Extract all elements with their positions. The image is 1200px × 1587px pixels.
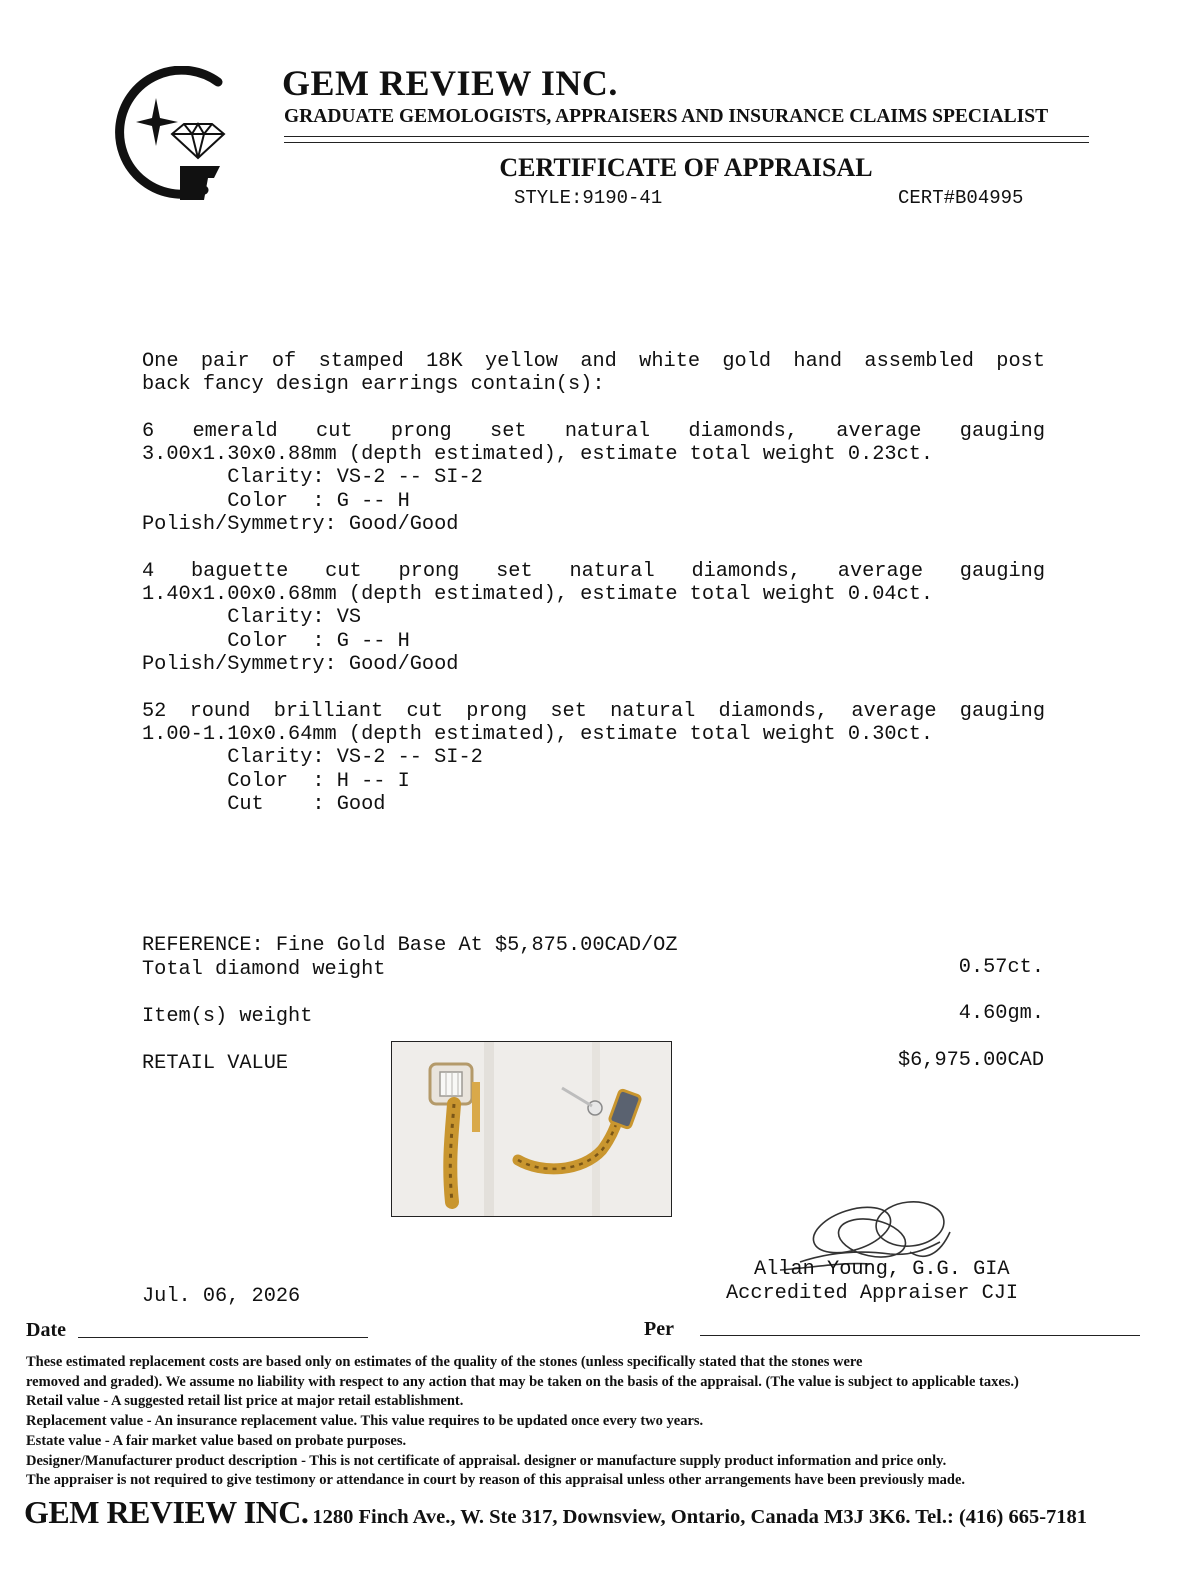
stone-detail: Clarity: VS-2 -- SI-2 <box>142 466 483 490</box>
certificate-title: CERTIFICATE OF APPRAISAL <box>499 153 873 182</box>
style-number: STYLE:9190-41 <box>514 187 663 209</box>
appraiser-name: Allan Young, G.G. GIA <box>754 1258 1010 1281</box>
stone-detail: Color : G -- H <box>142 489 410 513</box>
item-weight-label: Item(s) weight <box>142 1005 313 1028</box>
total-diamond-weight-label: Total diamond weight <box>142 958 386 981</box>
gold-reference: REFERENCE: Fine Gold Base At $5,875.00CAD/OZ <box>142 934 678 957</box>
disclaimer-line: These estimated replacement costs are based only on estimates of the quality of the stones (unless specifically stated that the stones were <box>26 1354 863 1370</box>
disclaimer-line: Retail value - A suggested retail list price at major retail establishment. <box>26 1393 464 1410</box>
intro-line: back fancy design earrings contain(s): <box>142 373 605 397</box>
footer-address: 1280 Finch Ave., W. Ste 317, Downsview, Ontario, Canada M3J 3K6. Tel.: (416) 665-7181 <box>312 1506 1088 1528</box>
stone-group-round <box>142 700 1045 816</box>
stone-line: 6 emerald cut prong set natural diamonds, average gauging <box>142 420 1045 443</box>
cert-number: CERT#B04995 <box>898 187 1024 209</box>
item-weight-value: 4.60gm. <box>958 1002 1044 1025</box>
item-description <box>142 350 1045 396</box>
header-rule-top <box>284 136 1089 137</box>
disclaimer-text <box>26 1353 1019 1491</box>
header-rule-bottom <box>284 142 1089 143</box>
earrings-photo-drawing <box>392 1042 671 1216</box>
company-subtitle: GRADUATE GEMOLOGISTS, APPRAISERS AND INSURANCE CLAIMS SPECIALIST <box>284 106 1049 127</box>
retail-value-label: RETAIL VALUE <box>142 1052 289 1075</box>
disclaimer-line: Replacement value - An insurance replacement value. This value requires to be updated once every two years. <box>26 1413 704 1430</box>
footer <box>24 1494 1087 1531</box>
stone-line: 3.00x1.30x0.88mm (depth estimated), estimate total weight 0.23ct. <box>142 443 934 467</box>
stone-detail: Cut : Good <box>142 792 386 816</box>
stone-line: 4 baguette cut prong set natural diamonds, average gauging <box>142 560 1045 583</box>
total-diamond-weight-value: 0.57ct. <box>958 956 1044 979</box>
appraisal-date: Jul. 06, 2026 <box>142 1285 301 1308</box>
per-signature-line <box>700 1335 1140 1336</box>
stone-group-emerald <box>142 420 1045 536</box>
date-signature-line <box>78 1337 368 1338</box>
retail-value: $6,975.00CAD <box>897 1049 1044 1072</box>
stone-detail: Polish/Symmetry: Good/Good <box>142 652 459 676</box>
date-label: Date <box>26 1319 66 1341</box>
stone-detail: Polish/Symmetry: Good/Good <box>142 512 459 536</box>
stone-line: 1.40x1.00x0.68mm (depth estimated), estimate total weight 0.04ct. <box>142 583 934 607</box>
disclaimer-line: removed and graded). We assume no liability with respect to any action that may be taken on the basis of the appraisal. (The value is subject to applicable taxes.) <box>26 1373 1019 1390</box>
stone-line: 1.00-1.10x0.64mm (depth estimated), estimate total weight 0.30ct. <box>142 723 934 747</box>
appraiser-title: Accredited Appraiser CJI <box>726 1282 1019 1305</box>
gem-review-logo-icon <box>100 66 240 206</box>
intro-line: One pair of stamped 18K yellow and white gold hand assembled post <box>142 350 1045 373</box>
footer-company-name: GEM REVIEW INC. <box>24 1494 309 1530</box>
earrings-photo <box>391 1041 672 1217</box>
per-label: Per <box>644 1318 674 1340</box>
disclaimer-line: Designer/Manufacturer product description - This is not certificate of appraisal. designer or manufacture supply product information and price only. <box>26 1452 947 1469</box>
disclaimer-line: Estate value - A fair market value based on probate purposes. <box>26 1432 407 1449</box>
company-name: GEM REVIEW INC. <box>282 63 618 103</box>
disclaimer-line: The appraiser is not required to give testimony or attendance in court by reason of this appraisal unless other arrangements have been previously made. <box>26 1472 966 1489</box>
stone-detail: Clarity: VS-2 -- SI-2 <box>142 746 483 770</box>
stone-group-baguette <box>142 560 1045 676</box>
stone-line: 52 round brilliant cut prong set natural diamonds, average gauging <box>142 700 1045 723</box>
stone-detail: Color : H -- I <box>142 769 410 793</box>
stone-detail: Clarity: VS <box>142 606 362 630</box>
stone-detail: Color : G -- H <box>142 629 410 653</box>
